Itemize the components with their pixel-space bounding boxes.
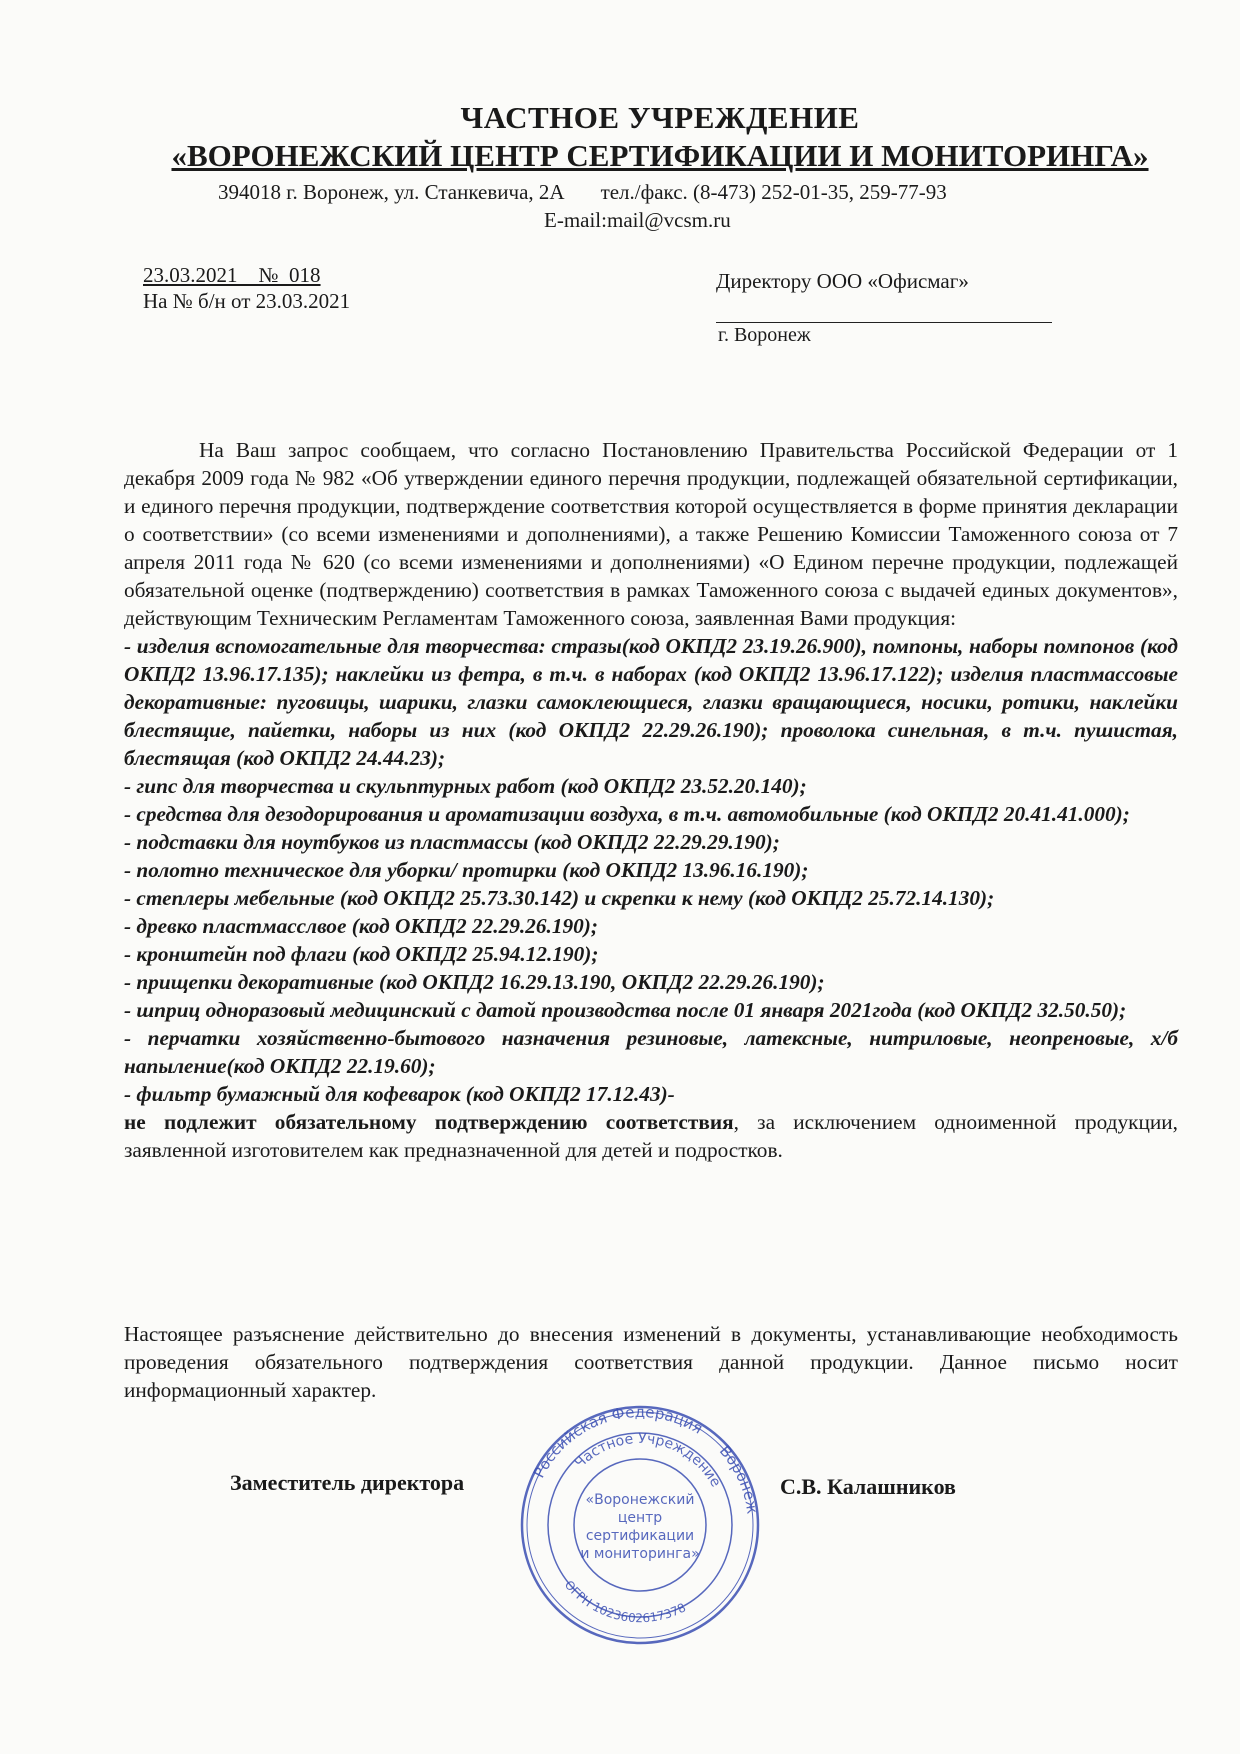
letter-date-number: 23.03.2021 № 018	[143, 263, 321, 287]
product-item: - кронштейн под флаги (код ОКПД2 25.94.12.190);	[124, 942, 599, 966]
stamp-outer-right-text: Воронеж	[715, 1441, 762, 1516]
org-phone: тел./факс. (8-473) 252-01-35, 259-77-93	[600, 180, 947, 204]
org-address: 394018 г. Воронеж, ул. Станкевича, 2А	[218, 180, 565, 204]
product-item: - древко пластмасслвое (код ОКПД2 22.29.26.190);	[124, 914, 598, 938]
product-item: - степлеры мебельные (код ОКПД2 25.73.30.142) и скрепки к нему (код ОКПД2 25.72.14.130);	[124, 886, 995, 910]
product-item: - гипс для творчества и скульптурных работ (код ОКПД2 23.52.20.140);	[124, 774, 807, 798]
product-item: - фильтр бумажный для кофеварок (код ОКПД2 17.12.43)-	[124, 1082, 675, 1106]
stamp-outer-text: Российская Федерация	[529, 1402, 706, 1481]
letterhead	[0, 100, 1240, 174]
body-conclusion	[124, 1108, 1178, 1164]
letter-reference	[143, 262, 350, 314]
org-email: E-mail:mail@vcsm.ru	[544, 208, 731, 232]
conclusion-bold: не подлежит обязательному подтверждению соответствия	[124, 1110, 734, 1134]
product-item: - подставки для ноутбуков из пластмассы (код ОКПД2 22.29.29.190);	[124, 830, 780, 854]
letter-body	[124, 436, 1178, 1164]
addressee-city: г. Воронеж	[718, 324, 811, 346]
letter-in-reply: На № б/н от 23.03.2021	[143, 289, 351, 313]
product-item: - шприц одноразовый медицинский с датой производства после 01 января 2021года (код ОКПД2 32.50.50);	[124, 998, 1127, 1022]
org-name: «ВОРОНЕЖСКИЙ ЦЕНТР СЕРТИФИКАЦИИ И МОНИТОРИНГА»	[171, 138, 1149, 173]
conclusion-rest: , за исключением одноименной продукции, заявленной изготовителем как предназначенной для детей и подростков.	[124, 1110, 1179, 1162]
product-item: - полотно техническое для уборки/ протирки (код ОКПД2 13.96.16.190);	[124, 858, 809, 882]
product-item: - изделия вспомогательные для творчества: стразы(код ОКПД2 23.19.26.900), помпоны, наборы помпонов (код ОКПД2 13.96.17.135); наклейки из фетра, в т.ч. в наборах (код ОКПД2 13.96.17.122); изделия пластмассовые декоративные: пуговицы, шарики, глазки самоклеющиеся, глазки вращающиеся, носики, ротики, наклейки блестящие, пайетки, наборы из них (код ОКПД2 22.29.26.190); проволока синельная, в т.ч. пушистая, блестящая (код ОКПД2 24.44.23);	[124, 634, 1178, 770]
stamp-inner-ring-text: Частное Учреждение	[571, 1430, 724, 1490]
stamp-center-line: центр	[617, 1510, 663, 1526]
addressee: Директору ООО «Офисмаг»	[716, 269, 969, 293]
validity-note: Настоящее разъяснение действительно до внесения изменений в документы, устанавливающие необходимость проведения обязательного подтверждения соответствия данной продукции. Данное письмо носит информационный характер.	[124, 1322, 1178, 1402]
org-contacts	[218, 180, 947, 205]
stamp-center-line: сертификации	[585, 1528, 695, 1544]
body-intro: На Ваш запрос сообщаем, что согласно Постановлению Правительства Российской Федерации от 1 декабря 2009 года № 982 «Об утверждении единого перечня продукции, подлежащей обязательной сертификации, и единого перечня продукции, подтверждение соответствия которой осуществляется в форме принятия декларации о соответствии» (со всеми изменениями и дополнениями), а также Решению Комиссии Таможенного союза от 7 апреля 2011 года № 620 (со всеми изменениями и дополнениями) «О Едином перечне продукции, подлежащей обязательной оценке (подтверждению) соответствия в рамках Таможенного союза с выдачей единых документов», действующим Техническим Регламентам Таможенного союза, заявленная Вами продукция:	[124, 438, 1178, 630]
signatory-name: С.В. Калашников	[780, 1474, 956, 1499]
product-item: - средства для дезодорирования и ароматизации воздуха, в т.ч. автомобильные (код ОКПД2 20.41.41.000);	[124, 802, 1130, 826]
product-item: - перчатки хозяйственно-бытового назначения резиновые, латексные, нитриловые, неопреновые, х/б напыление(код ОКПД2 22.19.60);	[124, 1026, 1178, 1078]
signatory-title: Заместитель директора	[230, 1470, 465, 1495]
product-item: - прищепки декоративные (код ОКПД2 16.29.13.190, ОКПД2 22.29.26.190);	[124, 970, 825, 994]
stamp-center-line: и мониторинга»	[580, 1546, 700, 1562]
addressee-divider	[716, 322, 1052, 323]
official-stamp	[515, 1400, 765, 1650]
stamp-bottom-text: ОГРН 1023602617378	[561, 1577, 689, 1626]
org-type: ЧАСТНОЕ УЧРЕЖДЕНИЕ	[460, 100, 860, 135]
product-list	[124, 632, 1178, 1108]
stamp-center-line: «Воронежский	[585, 1492, 695, 1508]
